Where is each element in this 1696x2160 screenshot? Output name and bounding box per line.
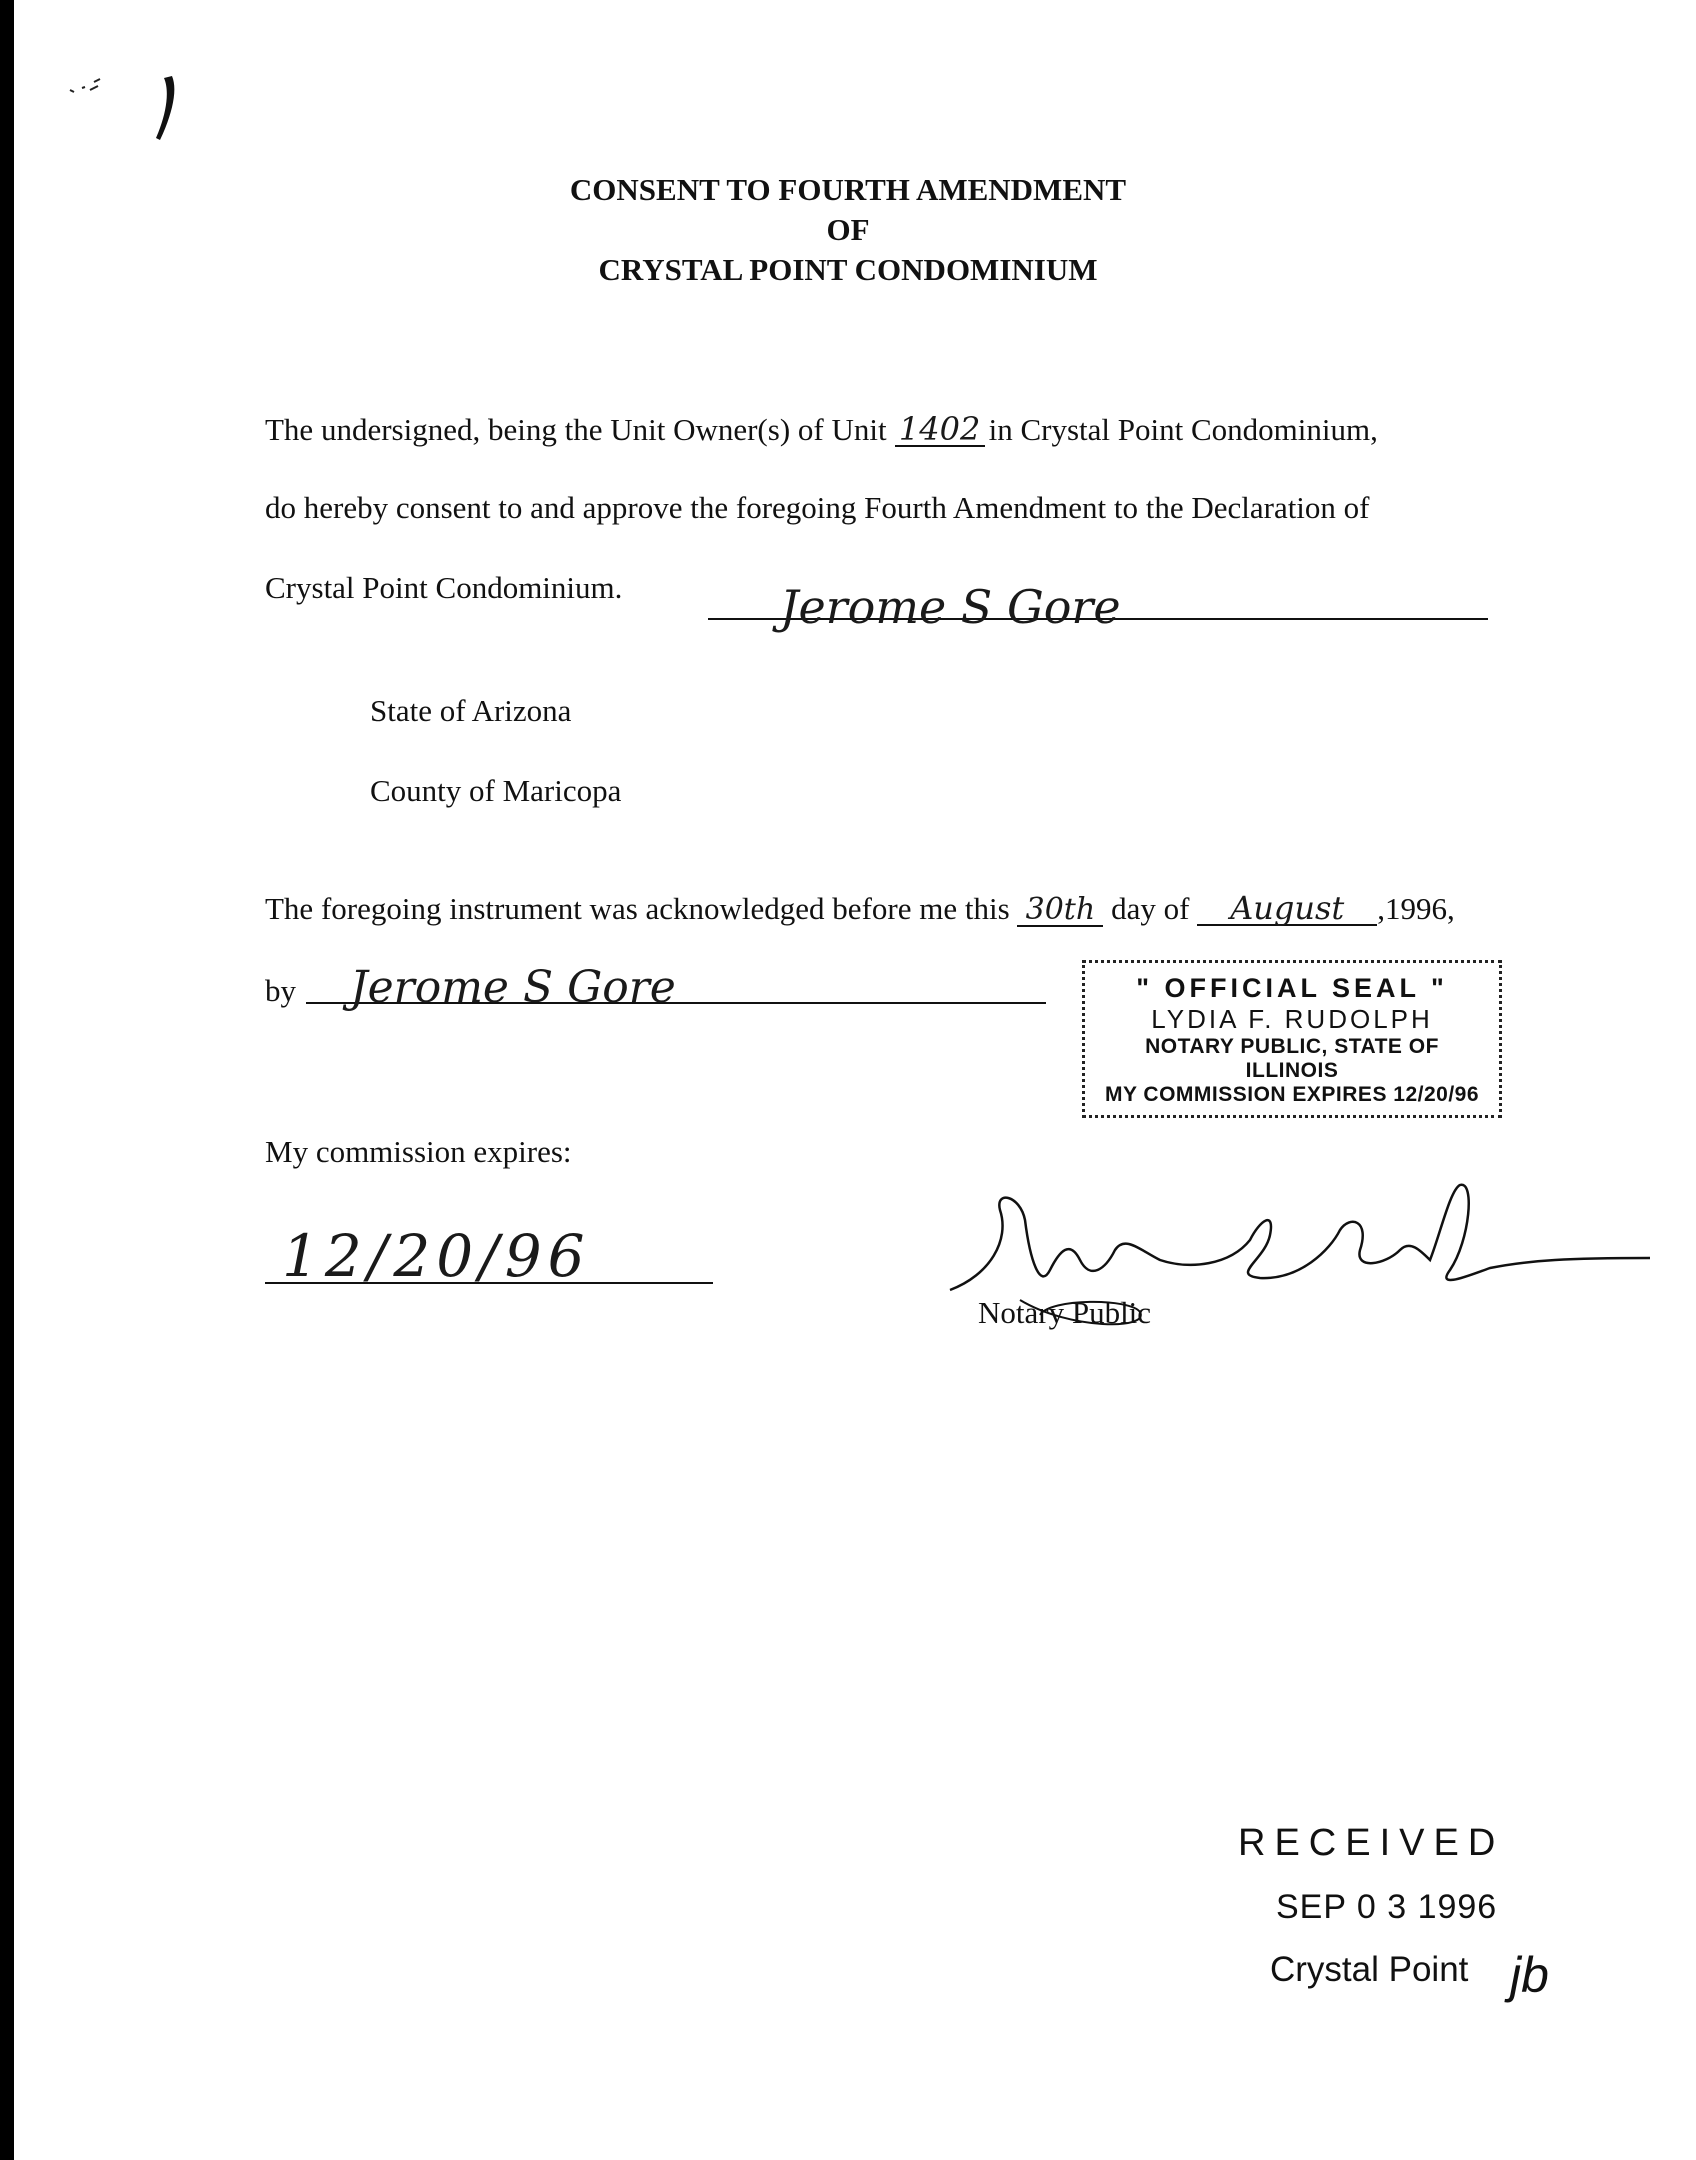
received-stamp-initials: jb <box>1510 1947 1549 2003</box>
state-label: State of Arizona <box>370 693 572 728</box>
seal-title: " OFFICIAL SEAL " <box>1136 973 1448 1003</box>
county-label: County of Maricopa <box>370 773 622 808</box>
doc-title-line1: CONSENT TO FOURTH AMENDMENT <box>569 172 1127 207</box>
received-stamp-date: SEP 0 3 1996 <box>1276 1888 1498 1926</box>
owner-signature: Jerome S Gore <box>780 580 1121 634</box>
scan-mark <box>60 70 200 150</box>
official-seal <box>1082 960 1502 1118</box>
commission-label: My commission expires: <box>265 1134 572 1169</box>
acknowledgment-line <box>265 889 1455 927</box>
scan-edge <box>0 0 14 2160</box>
acknowledgment-year: ,1996, <box>1377 891 1455 926</box>
doc-title-line3: CRYSTAL POINT CONDOMINIUM <box>598 252 1098 287</box>
doc-title-line2: OF <box>826 212 870 247</box>
by-label: by <box>265 973 296 1008</box>
seal-notary-state: NOTARY PUBLIC, STATE OF ILLINOIS <box>1145 1035 1439 1082</box>
consent-paragraph-line1 <box>265 410 1378 448</box>
acknowledgment-day: 30th <box>1017 895 1103 927</box>
commission-date: 12/20/96 <box>282 1222 591 1290</box>
seal-commission-expiry: MY COMMISSION EXPIRES 12/20/96 <box>1104 1083 1480 1106</box>
acknowledgment-day-of: day of <box>1111 891 1190 926</box>
seal-notary-name: LYDIA F. RUDOLPH <box>1151 1004 1433 1034</box>
unit-number-field: 1402 <box>895 413 985 447</box>
received-stamp-label: RECEIVED <box>1238 1822 1505 1864</box>
by-signature: Jerome S Gore <box>350 962 676 1013</box>
acknowledgment-month: August <box>1197 892 1377 926</box>
received-stamp-location: Crystal Point <box>1270 1950 1469 1989</box>
consent-paragraph-line2: do hereby consent to and approve the foregoing Fourth Amendment to the Declaration of <box>265 490 1370 525</box>
consent-prefix: The undersigned, being the Unit Owner(s) of Unit <box>265 412 887 447</box>
notary-public-label: Notary Public <box>978 1295 1152 1330</box>
acknowledgment-prefix: The foregoing instrument was acknowledged before me this <box>265 891 1010 926</box>
consent-paragraph-line3: Crystal Point Condominium. <box>265 570 623 605</box>
consent-suffix: in Crystal Point Condominium, <box>988 412 1378 447</box>
